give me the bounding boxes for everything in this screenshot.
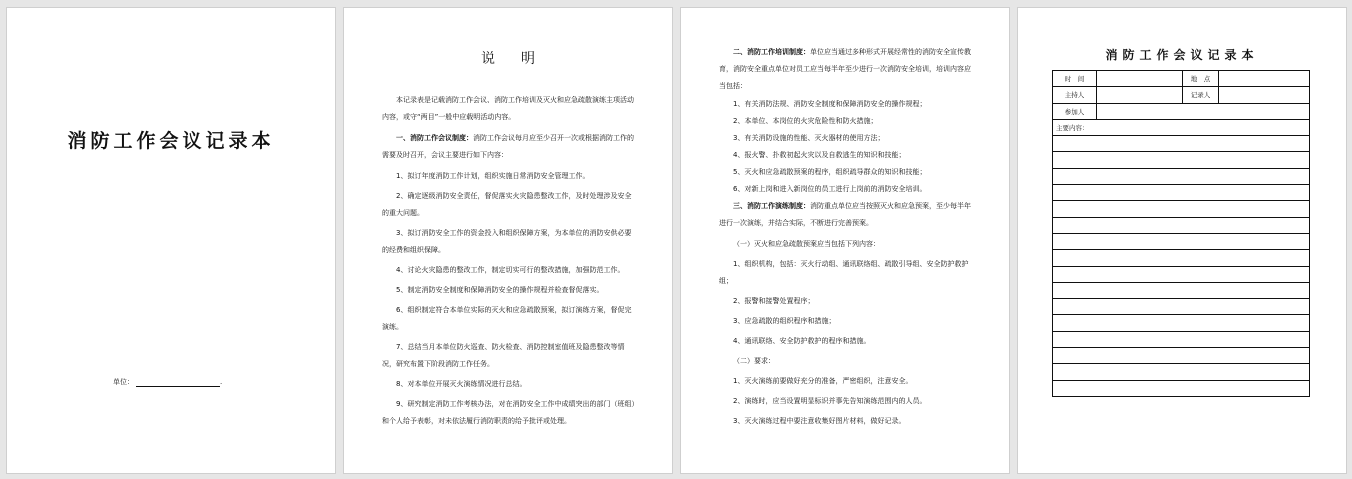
attendees-field[interactable] bbox=[1097, 103, 1310, 119]
content-line[interactable] bbox=[1053, 185, 1310, 201]
time-field[interactable] bbox=[1097, 71, 1183, 87]
content-line[interactable] bbox=[1053, 233, 1310, 249]
list-item: 2、报警和接警处置程序； bbox=[733, 297, 815, 305]
content-line[interactable] bbox=[1053, 380, 1310, 396]
list-item: 3、灭火演练过程中要注意收集好图片材料，做好记录。 bbox=[733, 417, 906, 425]
attendees-label: 参加人 bbox=[1053, 103, 1097, 119]
list-item: 6、组织制定符合本单位实际的灭火和应急疏散预案，拟订演练方案，督促完演练。 bbox=[382, 306, 632, 331]
content-line[interactable] bbox=[1053, 201, 1310, 217]
unit-underline bbox=[136, 378, 223, 387]
list-item: 1、有关消防法规、消防安全制度和保障消防安全的操作规程； bbox=[733, 100, 927, 108]
list-item: 1、组织机构，包括：灭火行动组、通讯联络组、疏散引导组、安全防护救护组； bbox=[719, 260, 969, 285]
list-item: 2、确定逐级消防安全责任，督促落实火灾隐患整改工作，及时处理涉及安全的重大问题。 bbox=[382, 192, 632, 217]
list-item: 2、本单位、本岗位的火灾危险性和防火措施； bbox=[733, 117, 878, 125]
content-line[interactable] bbox=[1053, 299, 1310, 315]
subheading: （二）要求： bbox=[733, 357, 775, 365]
cover-title: 消防工作会议记录本 bbox=[67, 130, 275, 152]
content-line[interactable] bbox=[1053, 250, 1310, 266]
training-body bbox=[719, 44, 975, 430]
list-item: 1、灭火演练前要做好充分的准备，严密组织，注意安全。 bbox=[733, 377, 913, 385]
content-line[interactable] bbox=[1053, 152, 1310, 168]
list-item: 7、总结当月本单位防火巡查、防火检查、消防控制室值班及隐患整改等情况，研究布置下阶段消防工作任务。 bbox=[382, 343, 625, 368]
content-line[interactable] bbox=[1053, 266, 1310, 282]
intro-paragraph: 本记录表是记载消防工作会议、消防工作培训及灭火和应急疏散演练主项活动内容，或守“两目”一般中应载明活动内容。 bbox=[382, 96, 634, 121]
list-item: 5、制定消防安全制度和保障消防安全的操作规程并检查督促落实。 bbox=[396, 286, 604, 294]
content-line[interactable] bbox=[1053, 331, 1310, 347]
unit-suffix: . bbox=[220, 378, 223, 386]
list-item: 5、灭火和应急疏散预案的程序，组织疏导群众的知识和技能； bbox=[733, 168, 927, 176]
host-field[interactable] bbox=[1097, 87, 1183, 103]
list-item: 3、拟订消防安全工作的资金投入和组织保障方案，为本单位的消防安供必要的经费和组织保障。 bbox=[382, 229, 632, 254]
unit-field bbox=[113, 377, 222, 387]
record-table bbox=[1052, 70, 1310, 397]
list-item: 3、有关消防设施的性能、灭火器材的使用方法； bbox=[733, 134, 885, 142]
content-label: 主要内容： bbox=[1053, 119, 1310, 135]
content-line[interactable] bbox=[1053, 136, 1310, 152]
training-rule-paragraph: 二、消防工作培训制度：单位应当通过多种形式开展经常性的消防安全宣传教育，消防安全重点单位对员工应当每半年至少进行一次消防安全培训，培训内容应当包括： bbox=[719, 48, 971, 90]
training-page bbox=[681, 8, 1009, 473]
list-item: 1、拟订年度消防工作计划，组织实施日常消防安全管理工作。 bbox=[396, 172, 590, 180]
content-line[interactable] bbox=[1053, 282, 1310, 298]
host-label: 主持人 bbox=[1053, 87, 1097, 103]
list-item: 6、对新上岗和进入新岗位的员工进行上岗前的消防安全培训。 bbox=[733, 185, 927, 193]
content-line[interactable] bbox=[1053, 315, 1310, 331]
content-line[interactable] bbox=[1053, 168, 1310, 184]
list-item: 8、对本单位开展灭火演练情况进行总结。 bbox=[396, 380, 527, 388]
meeting-rule-paragraph: 一、消防工作会议制度：消防工作会议每月应至少召开一次或根据消防工作的需要及时召开，会议主要进行如下内容： bbox=[382, 134, 634, 159]
subheading: （一）灭火和应急疏散预案应当包括下列内容： bbox=[733, 240, 880, 248]
content-line[interactable] bbox=[1053, 348, 1310, 364]
list-item: 4、讨论火灾隐患的整改工作，制定切实可行的整改措施，加强防范工作。 bbox=[396, 266, 625, 274]
list-item: 3、应急疏散的组织程序和措施； bbox=[733, 317, 836, 325]
explanation-title: 说明 bbox=[481, 51, 561, 67]
time-label: 时 间 bbox=[1053, 71, 1097, 87]
cover-page bbox=[7, 8, 335, 473]
recorder-field[interactable] bbox=[1219, 87, 1310, 103]
explanation-page bbox=[344, 8, 672, 473]
explanation-body bbox=[382, 92, 636, 430]
recorder-label: 记录人 bbox=[1183, 87, 1219, 103]
list-item: 2、演练时，应当设置明显标识并事先告知演练范围内的人员。 bbox=[733, 397, 927, 405]
unit-label: 单位： bbox=[113, 378, 134, 386]
place-label: 地 点 bbox=[1183, 71, 1219, 87]
place-field[interactable] bbox=[1219, 71, 1310, 87]
drill-rule-paragraph: 三、消防工作演练制度：消防重点单位应当按照灭火和应急预案，至少每半年进行一次演练，并结合实际，不断进行完善预案。 bbox=[719, 202, 971, 227]
list-item: 4、通讯联络、安全防护救护的程序和措施。 bbox=[733, 337, 871, 345]
record-title: 消防工作会议记录本 bbox=[1105, 48, 1259, 62]
content-line[interactable] bbox=[1053, 364, 1310, 380]
list-item: 4、报火警、扑救初起火灾以及自救逃生的知识和技能； bbox=[733, 151, 906, 159]
list-item: 9、研究制定消防工作考核办法，对在消防安全工作中成绩突出的部门（班组）和个人给予表彰，对未依法履行消防职责的给予批评或处理。 bbox=[382, 400, 635, 425]
content-line[interactable] bbox=[1053, 217, 1310, 233]
record-page bbox=[1018, 8, 1346, 473]
